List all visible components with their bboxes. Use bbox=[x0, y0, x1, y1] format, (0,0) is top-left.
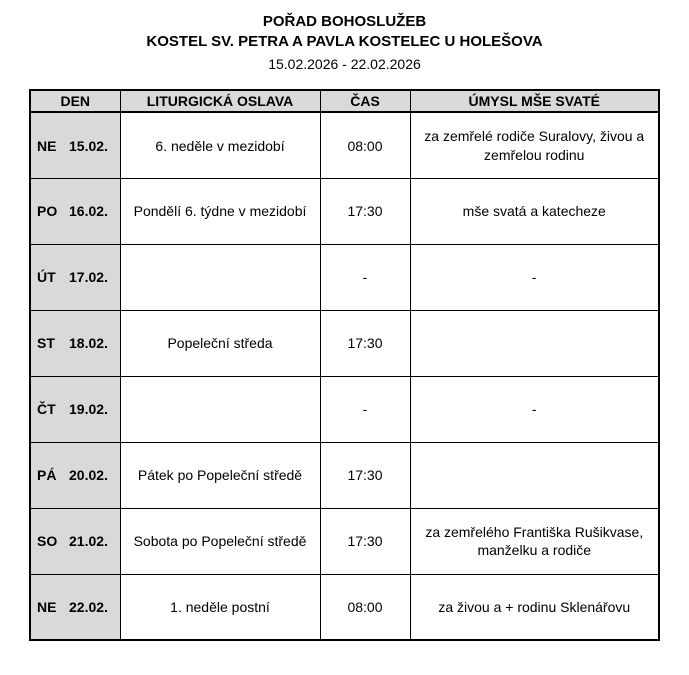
celebration-cell: Popeleční středa bbox=[120, 310, 320, 376]
intention-cell bbox=[410, 310, 659, 376]
column-header-celebration: LITURGICKÁ OSLAVA bbox=[120, 90, 320, 112]
day-cell bbox=[30, 244, 120, 310]
intention-cell: - bbox=[410, 376, 659, 442]
celebration-cell: Sobota po Popeleční středě bbox=[120, 508, 320, 574]
day-abbr: ÚT bbox=[37, 269, 56, 286]
schedule-table bbox=[29, 89, 660, 641]
time-cell: 17:30 bbox=[320, 442, 410, 508]
day-cell bbox=[30, 508, 120, 574]
day-abbr: NE bbox=[37, 599, 57, 616]
time-cell: - bbox=[320, 376, 410, 442]
day-abbr: PO bbox=[37, 203, 58, 220]
table-row bbox=[30, 376, 659, 442]
celebration-cell: 6. neděle v mezidobí bbox=[120, 112, 320, 178]
day-abbr: PÁ bbox=[37, 467, 57, 484]
time-cell: 17:30 bbox=[320, 178, 410, 244]
table-row bbox=[30, 508, 659, 574]
table-row bbox=[30, 310, 659, 376]
intention-cell: za živou a + rodinu Sklenářovu bbox=[410, 574, 659, 640]
day-date: 20.02. bbox=[69, 467, 108, 484]
day-abbr: ČT bbox=[37, 401, 56, 418]
time-cell: 17:30 bbox=[320, 310, 410, 376]
day-cell bbox=[30, 376, 120, 442]
header-row bbox=[30, 90, 659, 112]
time-cell: - bbox=[320, 244, 410, 310]
day-cell bbox=[30, 310, 120, 376]
celebration-cell: Pátek po Popeleční středě bbox=[120, 442, 320, 508]
table-row bbox=[30, 112, 659, 178]
intention-cell bbox=[410, 442, 659, 508]
table-row bbox=[30, 244, 659, 310]
time-cell: 08:00 bbox=[320, 112, 410, 178]
table-row bbox=[30, 574, 659, 640]
column-header-day: DEN bbox=[30, 90, 120, 112]
day-cell bbox=[30, 178, 120, 244]
day-abbr: NE bbox=[37, 137, 57, 154]
table-body bbox=[30, 112, 659, 640]
table-row bbox=[30, 178, 659, 244]
intention-cell: mše svatá a katecheze bbox=[410, 178, 659, 244]
day-date: 15.02. bbox=[69, 137, 108, 154]
celebration-cell bbox=[120, 376, 320, 442]
day-date: 18.02. bbox=[69, 335, 108, 352]
day-cell bbox=[30, 112, 120, 178]
page-title: POŘAD BOHOSLUŽEB bbox=[262, 13, 427, 30]
time-cell: 08:00 bbox=[320, 574, 410, 640]
day-date: 22.02. bbox=[69, 599, 108, 616]
page-subtitle: KOSTEL SV. PETRA A PAVLA KOSTELEC U HOLEŠOVA bbox=[146, 33, 543, 51]
intention-cell: za zemřelého Františka Rušikvase, manželku a rodiče bbox=[410, 508, 659, 574]
date-range: 15.02.2026 - 22.02.2026 bbox=[268, 55, 421, 72]
table-row bbox=[30, 442, 659, 508]
day-date: 21.02. bbox=[69, 533, 108, 550]
day-abbr: SO bbox=[37, 533, 58, 550]
intention-cell: za zemřelé rodiče Suralovy, živou a zemřelou rodinu bbox=[410, 112, 659, 178]
column-header-intention: ÚMYSL MŠE SVATÉ bbox=[410, 90, 659, 112]
table-header bbox=[30, 90, 659, 112]
column-header-time: ČAS bbox=[320, 90, 410, 112]
day-cell bbox=[30, 574, 120, 640]
intention-cell: - bbox=[410, 244, 659, 310]
day-date: 16.02. bbox=[69, 203, 108, 220]
celebration-cell bbox=[120, 244, 320, 310]
title-block bbox=[0, 12, 689, 73]
day-date: 19.02. bbox=[69, 401, 108, 418]
day-abbr: ST bbox=[37, 335, 55, 352]
time-cell: 17:30 bbox=[320, 508, 410, 574]
celebration-cell: 1. neděle postní bbox=[120, 574, 320, 640]
day-date: 17.02. bbox=[69, 269, 108, 286]
celebration-cell: Pondělí 6. týdne v mezidobí bbox=[120, 178, 320, 244]
day-cell bbox=[30, 442, 120, 508]
